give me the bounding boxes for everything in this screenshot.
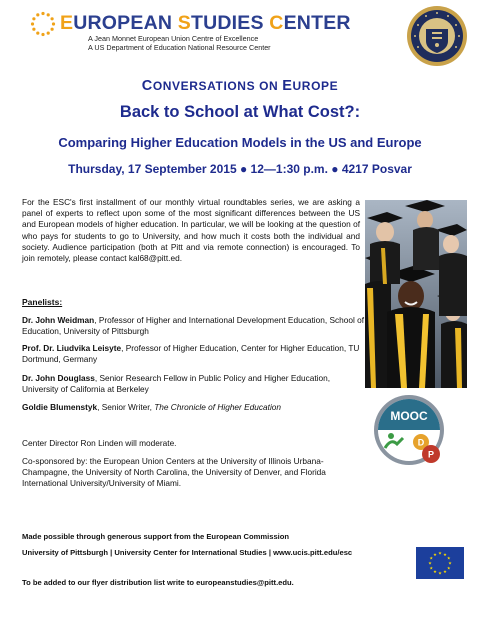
svg-text:★: ★ <box>438 570 442 576</box>
panelist-desc: , Senior Research Fellow in Public Policy and Higher Education, University of California at Berkeley <box>22 373 331 394</box>
panelist-name: Dr. John Weidman <box>22 315 95 325</box>
esc-logo-stars-icon <box>30 11 56 37</box>
svg-text:★: ★ <box>429 555 434 561</box>
center-designation-1: A Jean Monnet European Union Centre of Excellence <box>88 34 259 43</box>
mooc-letter-d: D <box>417 437 425 448</box>
mooc-label: MOOC <box>390 409 428 423</box>
svg-text:★: ★ <box>443 551 447 557</box>
panelist-desc: , Professor of Higher Education, Center for Higher Education, TU Dortmund, Germany <box>22 343 360 364</box>
footer-mailing-list: To be added to our flyer distribution list write to europeanstudies@pitt.edu. <box>22 578 294 587</box>
university-seal-icon <box>406 5 468 67</box>
panelist-item <box>22 373 367 395</box>
center-name: EUROPEAN STUDIES CENTER <box>60 12 351 34</box>
mooc-letter-p: P <box>427 449 435 460</box>
panelist-desc: , Professor of Higher and International Development Education, School of Education, University of Pittsburgh <box>22 315 365 336</box>
panelist-item <box>22 315 367 337</box>
svg-text:★: ★ <box>448 560 452 566</box>
panelists-heading: Panelists: <box>22 297 63 307</box>
event-title: Back to School at What Cost?: <box>119 103 361 121</box>
svg-text:★: ★ <box>433 551 437 557</box>
panelist-item <box>22 402 367 413</box>
panelist-name: Goldie Blumenstyk <box>22 402 98 412</box>
svg-text:★: ★ <box>428 560 432 566</box>
svg-text:★: ★ <box>446 555 451 561</box>
moderator-note: Center Director Ron Linden will moderate. <box>22 438 177 448</box>
publication-name: The Chronicle of Higher Education <box>154 402 282 412</box>
event-subtitle: Comparing Higher Education Models in the US and Europe <box>58 135 422 150</box>
svg-text:★: ★ <box>433 569 437 575</box>
series-title: CONVERSATIONS ON EUROPE <box>141 78 339 94</box>
panelist-desc: , Senior Writer, <box>97 402 155 412</box>
intro-paragraph: For the ESC's first installment of our monthly virtual roundtables series, we are asking a panel of experts to reflect upon some of the most significant differences between the US and European models of higher education. In particular, we will be looking at the question of who pays for students to go to University, and how much it costs both the individual and society. Audience participation (both at Pitt and via remote connection) is encouraged. To join remotely, please contact kal68@pitt.ed. <box>22 197 360 264</box>
svg-text:★: ★ <box>446 565 451 571</box>
mooc-badge-icon <box>369 392 461 470</box>
svg-text:★: ★ <box>438 550 442 556</box>
panelist-name: Dr. John Douglass <box>22 373 95 383</box>
eu-flag-icon <box>416 547 464 579</box>
footer-university: University of Pittsburgh | University Center for International Studies | www.ucis.pitt.edu/esc <box>22 548 353 557</box>
panelist-name: Prof. Dr. Liudvika Leisyte <box>22 343 122 353</box>
center-designation-2: A US Department of Education National Resource Center <box>88 43 271 52</box>
graduates-photo <box>365 200 467 388</box>
event-datetime: Thursday, 17 September 2015 ● 12—1:30 p.m. ● 4217 Posvar <box>68 162 412 176</box>
panelist-item <box>22 343 367 365</box>
cosponsor-note: Co-sponsored by: the European Union Centers at the University of Illinois Urbana-Champagne, the University of North Carolina, the University of Denver, and Florida International University/University of Miami. <box>22 456 326 488</box>
footer-support: Made possible through generous support from the European Commission <box>22 532 290 541</box>
svg-text:★: ★ <box>429 565 434 571</box>
svg-text:★: ★ <box>443 569 447 575</box>
